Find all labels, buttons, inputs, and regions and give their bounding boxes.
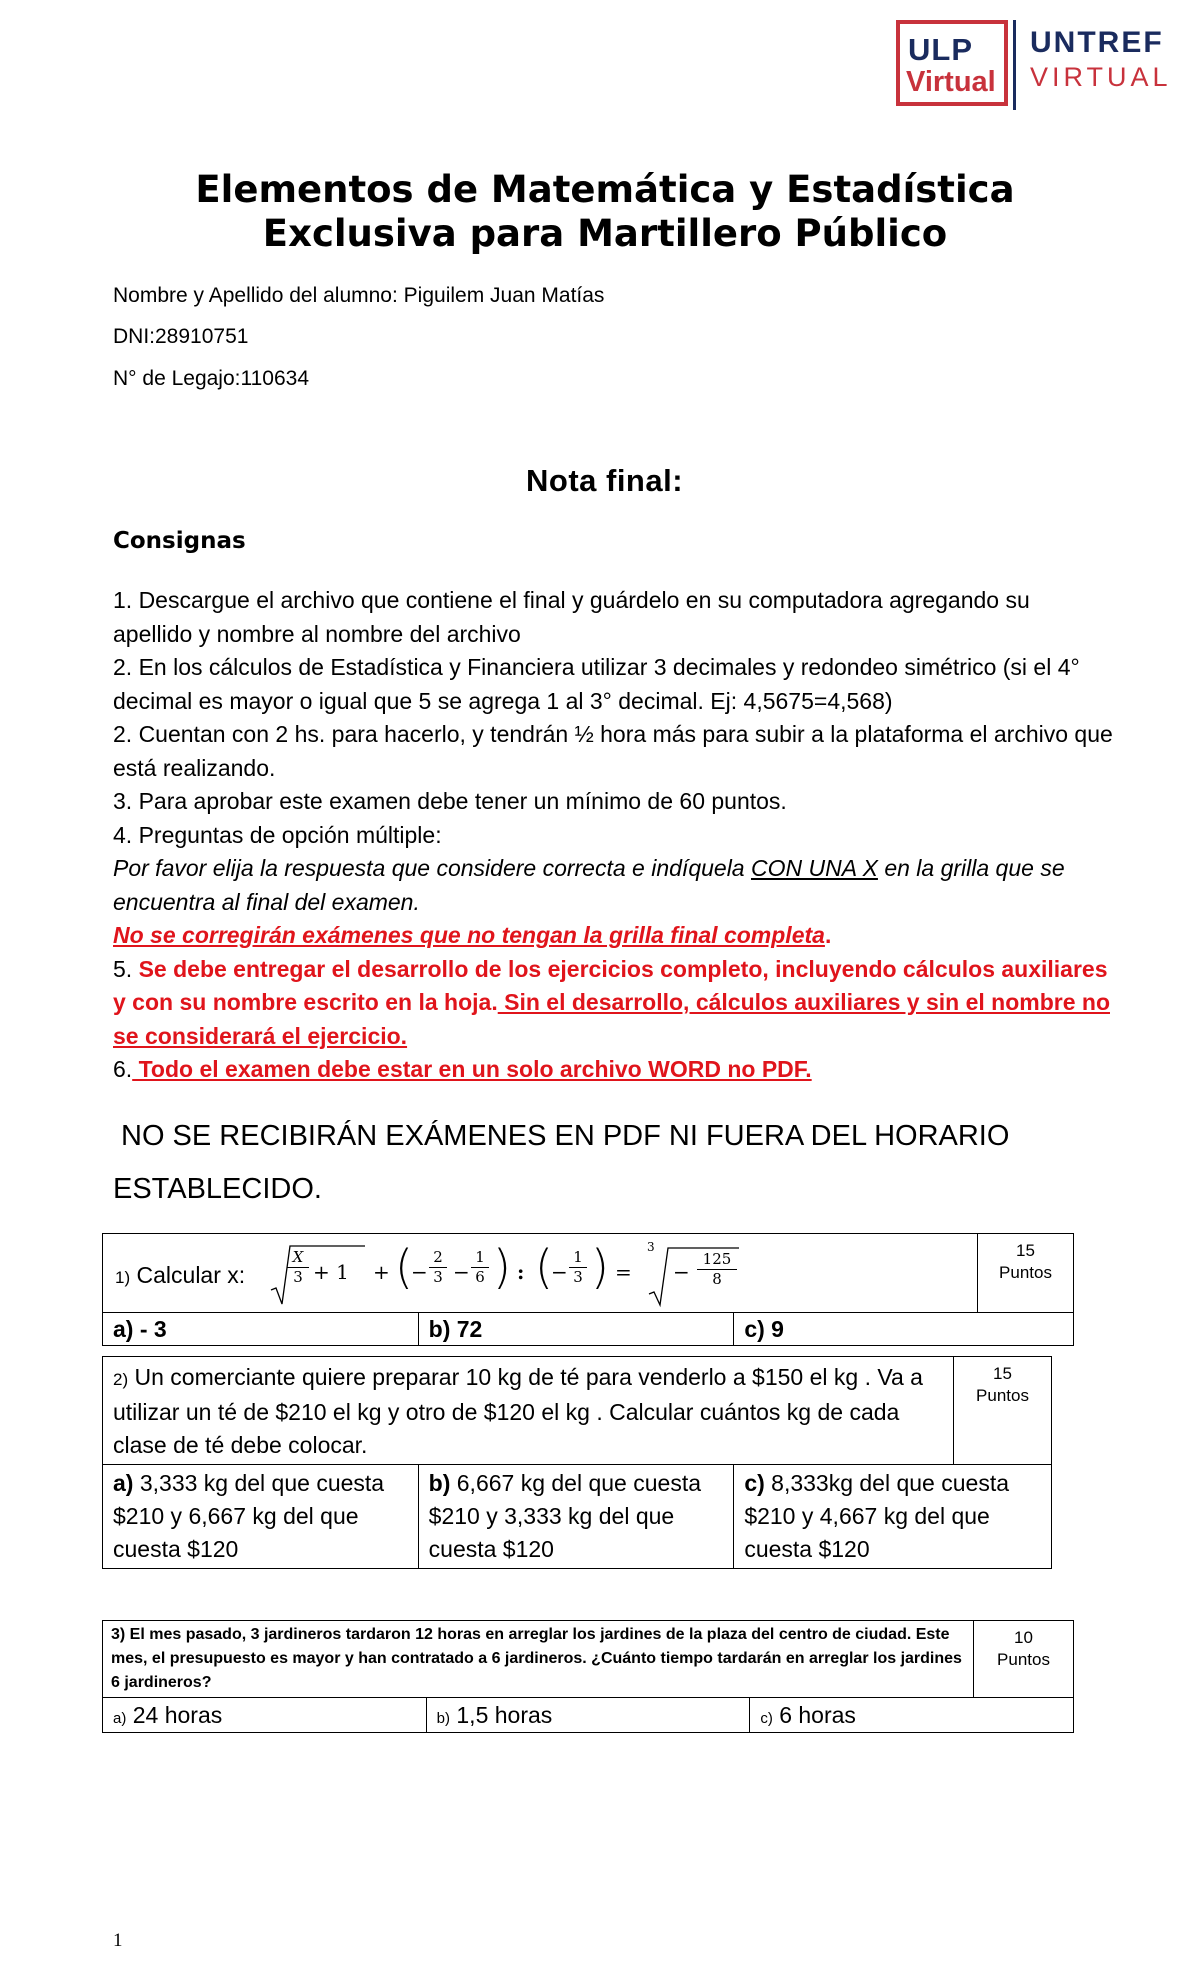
instruction-3: 2. Cuentan con 2 hs. para hacerlo, y tendrán ½ hora más para subir a la plataforma el archivo que está realizando. [113, 721, 1113, 781]
fraction-numerator: 1 [569, 1248, 587, 1268]
question-3-option-b [426, 1698, 750, 1733]
question-2-text: Un comerciante quiere preparar 10 kg de té para venderlo a $150 el kg . Va a utilizar un té de $210 el kg y otro de $120 el kg . Calcular cuántos kg de cada clase de té debe colocar. [113, 1364, 923, 1458]
question-2-number: 2) [113, 1370, 129, 1389]
option-letter: a) [113, 1709, 127, 1727]
instruction-8-number: 5. [113, 955, 139, 982]
logo-divider [1013, 20, 1016, 110]
points-value: 10 [1014, 1628, 1033, 1647]
question-1-table [102, 1233, 1074, 1346]
student-dni: DNI:28910751 [113, 325, 249, 348]
fraction-1-over-6 [471, 1248, 489, 1287]
formula-plus: + [373, 1260, 390, 1284]
option-value: 6 horas [772, 1701, 856, 1728]
final-grade-label: Nota final: [526, 463, 684, 498]
fraction-denominator: 3 [573, 1268, 583, 1286]
fraction-denominator: 3 [433, 1268, 443, 1286]
instruction-9 [113, 1053, 1113, 1087]
ulp-logo-subtext: Virtual [906, 66, 996, 98]
instruction-2: 2. En los cálculos de Estadística y Financiera utilizar 3 decimales y redondeo simétrico (si el 4° decimal es mayor o igual que 5 se agrega 1 al 3° decimal. Ej: 4,5675=4,568) [113, 654, 1080, 714]
document-title: Elementos de Matemática y Estadística [195, 168, 1015, 211]
instruction-6-text-a: Por favor elija la respuesta que considere correcta e indíquela [113, 855, 751, 881]
question-2-option-a [103, 1465, 419, 1569]
document-subtitle: Exclusiva para Martillero Público [262, 212, 948, 255]
option-value: - 3 [133, 1315, 167, 1342]
option-value: 9 [764, 1315, 784, 1342]
question-2-table [102, 1356, 1052, 1569]
warning-line-2: ESTABLECIDO. [113, 1173, 322, 1205]
instruction-8 [113, 953, 1113, 1054]
instruction-7-warning: No se corregirán exámenes que no tengan la grilla final completa [113, 922, 825, 948]
fraction-1-over-3 [569, 1248, 587, 1287]
option-value: 24 horas [126, 1701, 223, 1728]
fraction-125-over-8 [697, 1250, 737, 1289]
option-value: 8,333kg del que cuesta $210 y 4,667 kg del que cuesta $120 [744, 1470, 1010, 1562]
formula-paren-close: ) [493, 1240, 511, 1294]
fraction-numerator: 2 [429, 1248, 447, 1268]
question-2-option-c [734, 1465, 1052, 1569]
option-letter: c) [744, 1470, 765, 1496]
untref-logo-text: UNTREF [1030, 26, 1164, 59]
question-3-points [974, 1621, 1074, 1698]
page-number: 1 [113, 1930, 123, 1951]
fraction-numerator: X [287, 1248, 309, 1268]
fraction-denominator: 8 [712, 1270, 722, 1288]
student-legajo: N° de Legajo:110634 [113, 367, 310, 390]
instruction-8-text-b: Sin el desarrollo, cálculos auxiliares y sin el nombre no se considerará el ejercicio. [113, 989, 1110, 1049]
question-2-statement [103, 1357, 954, 1465]
formula-equals: = [615, 1260, 632, 1284]
formula-minus: − [411, 1260, 428, 1284]
fraction-denominator: 3 [293, 1268, 303, 1286]
option-value: 72 [450, 1315, 483, 1342]
formula-minus: − [551, 1260, 568, 1284]
ulp-logo-text: ULP [908, 32, 973, 67]
student-name: Nombre y Apellido del alumno: Piguilem Juan Matías [113, 284, 605, 307]
question-1-statement [103, 1234, 978, 1313]
instruction-6-text-c: en la grilla que se encuentra al final del examen. [113, 855, 1065, 915]
untref-logo-subtext: VIRTUAL [1030, 62, 1172, 92]
points-label: Puntos [997, 1650, 1050, 1669]
instruction-9-text: Todo el examen debe estar en un solo archivo WORD no PDF. [132, 1056, 812, 1082]
instruction-6-emphasis: CON UNA X [750, 855, 878, 881]
instruction-9-number: 6. [113, 1056, 133, 1082]
formula-paren-open: ( [395, 1240, 413, 1294]
question-1-label-text: Calcular x: [130, 1262, 246, 1288]
option-letter: c) [744, 1315, 765, 1342]
question-1-option-b [418, 1313, 734, 1346]
option-value: 3,333 kg del que cuesta $210 y 6,667 kg del que cuesta $120 [113, 1470, 385, 1562]
warning-line-1: NO SE RECIBIRÁN EXÁMENES EN PDF NI FUERA DEL HORARIO [121, 1120, 1010, 1152]
cube-root-index: 3 [647, 1240, 655, 1254]
question-2-option-b [418, 1465, 734, 1569]
question-1-option-a [103, 1313, 419, 1346]
question-1-number: 1) [115, 1268, 131, 1287]
formula-paren-open: ( [535, 1240, 553, 1294]
instruction-7-period: . [824, 922, 832, 948]
fraction-numerator: 1 [471, 1248, 489, 1268]
question-3-option-c [750, 1698, 1074, 1733]
instructions-heading: Consignas [113, 528, 246, 554]
question-3-table [102, 1620, 1074, 1733]
instruction-7 [113, 919, 1113, 953]
instruction-6 [113, 852, 1113, 919]
instruction-4: 3. Para aprobar este examen debe tener un mínimo de 60 puntos. [113, 788, 787, 814]
option-letter: b) [436, 1709, 450, 1727]
fraction-x-over-3 [287, 1248, 309, 1287]
instruction-5: 4. Preguntas de opción múltiple: [113, 821, 442, 848]
option-letter: a) [113, 1470, 134, 1496]
option-letter: b) [428, 1315, 451, 1342]
question-3-option-a [103, 1698, 427, 1733]
formula-minus: − [453, 1260, 470, 1284]
formula-minus: − [673, 1260, 690, 1284]
question-1-option-c [734, 1313, 1074, 1346]
untref-virtual-logo [1030, 26, 1172, 94]
fraction-denominator: 6 [475, 1268, 485, 1286]
formula-paren-close: ) [591, 1240, 609, 1294]
option-letter: c) [760, 1709, 773, 1727]
question-2-points [954, 1357, 1052, 1465]
fraction-numerator: 125 [697, 1250, 737, 1270]
points-value: 15 [1016, 1241, 1035, 1260]
instruction-1: 1. Descargue el archivo que contiene el final y guárdelo en su computadora agregando su apellido y nombre al nombre del archivo [113, 587, 1030, 647]
ulp-virtual-logo [896, 20, 1008, 106]
option-value: 1,5 horas [450, 1701, 553, 1728]
formula-divide: : [517, 1260, 525, 1284]
option-letter: a) [113, 1315, 134, 1342]
points-label: Puntos [999, 1263, 1052, 1282]
question-1-formula [115, 1238, 995, 1310]
fraction-2-over-3 [429, 1248, 447, 1287]
points-value: 15 [993, 1364, 1012, 1383]
points-label: Puntos [976, 1386, 1029, 1405]
question-3-statement: 3) El mes pasado, 3 jardineros tardaron 12 horas en arreglar los jardines de la plaza del centro de ciudad. Este mes, el presupuesto es mayor y han contratado a 6 jardineros. ¿Cuánto tiempo tardarán en arreglar los jardines 6 jardineros? [103, 1621, 974, 1698]
submission-warning [113, 1110, 1113, 1216]
option-value: 6,667 kg del que cuesta $210 y 3,333 kg del que cuesta $120 [428, 1470, 702, 1562]
option-letter: b) [428, 1470, 451, 1496]
formula-plus-one: + 1 [313, 1260, 349, 1284]
instructions-list [113, 584, 1113, 1087]
instruction-8-text-a: Se debe entregar el desarrollo de los ejercicios completo, incluyendo cálculos auxiliares y con su nombre escrito en la hoja. [113, 955, 1108, 1015]
